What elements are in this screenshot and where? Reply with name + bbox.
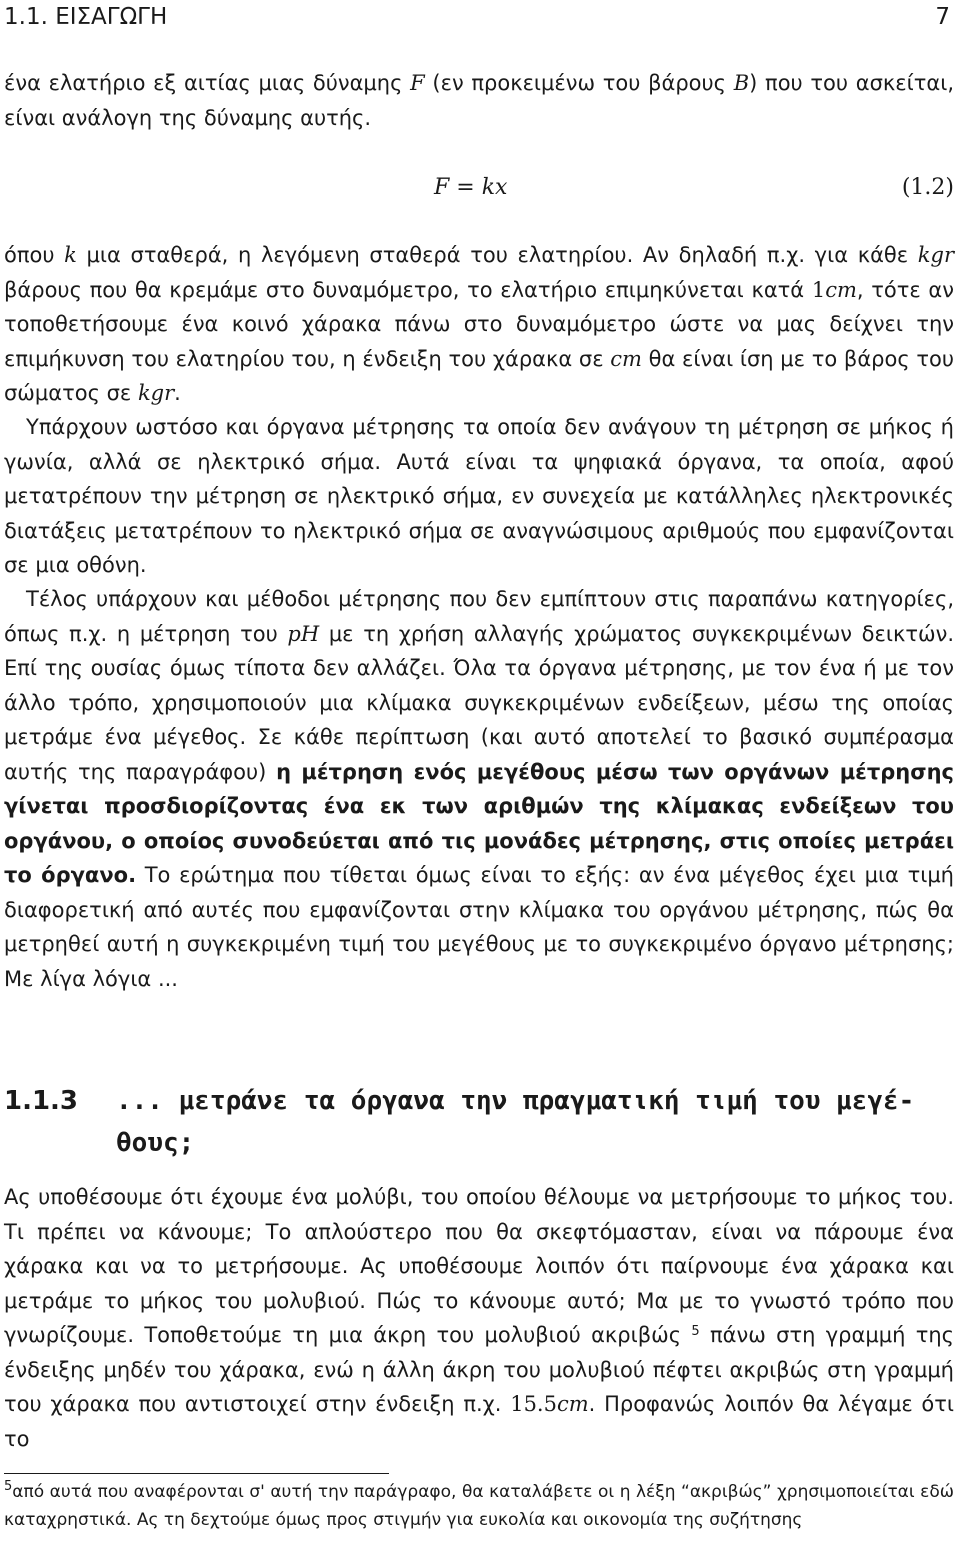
running-header-section: 1.1. ΕΙΣΑΓΩΓΗ xyxy=(4,4,168,30)
equation-expression: F = kx xyxy=(434,175,508,200)
text-run: ένα ελατήριο εξ αιτίας μιας δύναμης xyxy=(4,71,411,95)
equation-number: (1.2) xyxy=(901,175,954,200)
math-k: k xyxy=(64,243,77,267)
key-conclusion: η μέτρηση ενός μεγέθους μέσω των οργάνων μέτρησης γίνεται προσδιορίζοντας ένα εκ των αριθμών της κλίμακας ενδείξεων του οργάνου, ο οποίος συνοδεύεται από τις μονάδες μέτρησης, στις οποίες μετράει το όργανο. xyxy=(4,759,954,887)
paragraph-1 xyxy=(4,66,954,135)
paragraph-2: όπου k μια σταθερά, η λεγόμενη σταθερά του ελατηρίου. Αν δηλαδή π.χ. για κάθε kgr βάρους που θα κρεμάμε στο δυναμόμετρο, το ελατήριο επιμηκύνεται κατά 1cm, τότε αν τοποθετήσουμε ένα κοινό χάρακα πάνω στο δυναμόμετρο ώστε να μας δείχνει την επιμήκυνση του ελατηρίου του, η ένδειξη του χάρακα σε cm θα είναι ίση με το βάρος του σώματος σε kgr. xyxy=(4,243,954,405)
math-B: B xyxy=(733,71,750,95)
footnote-mark: 5 xyxy=(4,1479,13,1494)
math-cm: cm xyxy=(556,1392,589,1416)
footnote-text: από αυτά που αναφέρονται σ' αυτή την παράγραφο, θα καταλάβετε οι η λέξη “ακριβώς” χρησιμοποιείται εδώ καταχρηστικά. Ας τη δεχτούμε όμως προς στιγμήν για ευκολία και οικονομία της συζήτησης xyxy=(4,1482,954,1530)
footnote-rule xyxy=(4,1473,389,1474)
page-number: 7 xyxy=(935,4,950,30)
text-run: (εν προκειμένω του βάρους xyxy=(424,71,734,95)
section-title: ... μετράνε τα όργανα την πραγματική τιμή του μεγέθους; xyxy=(116,1086,915,1158)
math-pH: pH xyxy=(287,621,320,646)
text-run: ) που του ασκείται, είναι ανάλογη της δύναμης αυτής. xyxy=(4,71,954,130)
section-number: 1.1.3 xyxy=(4,1086,79,1116)
footnote xyxy=(4,1478,954,1534)
footnote-reference[interactable]: 5 xyxy=(691,1324,700,1339)
running-header xyxy=(4,2,950,32)
math-kgr: kgr xyxy=(137,381,175,405)
math-F: F xyxy=(410,71,425,95)
paragraph-3: Υπάρχουν ωστόσο και όργανα μέτρησης τα οποία δεν ανάγουν τη μέτρηση σε μήκος ή γωνία, αλλά σε ηλεκτρικό σήμα. Αυτά είναι τα ψηφιακά όργανα, τα οποία, αφού μετατρέπουν την μέτρηση σε ηλεκτρικό σήμα, εν συνεχεία με κατάλληλες ηλεκτρονικές διατάξεις μετατρέπουν το ηλεκτρικό σήμα σε αναγνώσιμους αριθμούς που εμφανίζονται σε μια οθόνη. xyxy=(4,415,954,577)
equation-1-2 xyxy=(4,168,954,208)
math-cm: cm xyxy=(825,277,857,302)
math-kgr: kgr xyxy=(917,243,954,267)
paragraph-5: Ας υποθέσουμε ότι έχουμε ένα μολύβι, του οποίου θέλουμε να μετρήσουμε το μήκος του. Τι πρέπει να κάνουμε; Το απλούστερο που θα σκεφτόμασταν, είναι να πάρουμε ένα χάρακα και να το μετρήσουμε. Ας υποθέσουμε λοιπόν ότι παίρνουμε ένα χάρακα και μετράμε το μήκος του μολυβιού. Πώς το κάνουμε αυτό; Μα με το γνωστό τρόπο που γνωρίζουμε. Τοποθετούμε τη μια άκρη του μολυβιού ακριβώς $^5$ πάνω στη γραμμή της ένδειξης μηδέν του χάρακα, ενώ η άλλη άκρη του μολυβιού πέφτει ακριβώς στη γραμμή του χάρακα που αντιστοιχεί στην ένδειξη π.χ. 15.5cm. Προφανώς λοιπόν θα λέγαμε ότι το xyxy=(4,1185,955,1451)
paragraph-4: Τέλος υπάρχουν και μέθοδοι μέτρησης που δεν εμπίπτουν στις παραπάνω κατηγορίες, όπως π.χ. η μέτρηση του pH με τη χρήση αλλαγής χρώματος συγκεκριμένων δεικτών. Επί της ουσίας όμως τίποτα δεν αλλάζει. Όλα τα όργανα μέτρησης, με τον ένα ή με τον άλλο τρόπο, χρησιμοποιούν μια κλίμακα συγκεκριμένων ενδείξεων, μέσω της οποίας μετράμε ένα μέγεθος. Σε κάθε περίπτωση (και αυτό αποτελεί το βασικό συμπέρασμα αυτής της παραγράφου) η μέτρηση ενός μεγέθους μέσω των οργάνων μέτρησης γίνεται προσδιορίζοντας ένα εκ των αριθμών της κλίμακας ενδείξεων του οργάνου, ο οποίος συνοδεύεται από τις μονάδες μέτρησης, στις οποίες μετράει το όργανο. Το ερώτημα που τίθεται όμως είναι το εξής: αν ένα μέγεθος έχει μια τιμή διαφορετική από αυτές που εμφανίζονται στην κλίμακα του οργάνου μέτρησης, πώς θα μετρηθεί αυτή η συγκεκριμένη τιμή του μεγέθους με το συγκεκριμένο όργανο μέτρησης; Με λίγα λόγια ... xyxy=(4,587,954,991)
math-cm: cm xyxy=(610,346,642,371)
